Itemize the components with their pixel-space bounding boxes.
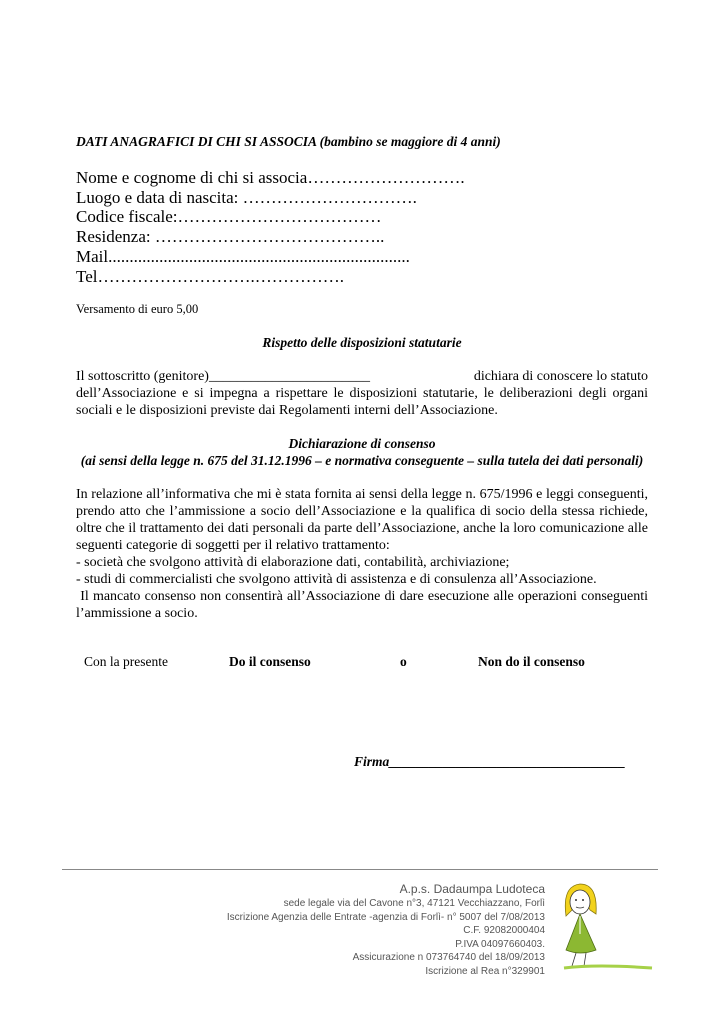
consent-title: Dichiarazione di consenso	[288, 436, 436, 451]
declares-text: dichiara di conoscere lo statuto	[473, 369, 648, 384]
personal-data-fields	[76, 168, 465, 286]
footer-line: Assicurazione n 073764740 del 18/09/2013	[352, 952, 545, 964]
field-mail: Mail.......................................................................	[76, 246, 410, 266]
statute-heading: Rispetto delle disposizioni statutarie	[262, 335, 462, 350]
footer-line: C.F. 92082000404	[463, 925, 545, 937]
consent-item: - studi di commercialisti che svolgono attività di assistenza e di consulenza all’Associazione.	[76, 572, 597, 587]
footer-divider	[62, 869, 658, 870]
field-name: Nome e cognome di chi si associa……………………….	[76, 168, 465, 187]
consent-prefix: Con la presente	[84, 654, 168, 669]
consent-paragraph	[76, 486, 652, 622]
field-tax-code: Codice fiscale:………………………………	[76, 207, 382, 227]
field-residence: Residenza: …………………………………..	[76, 227, 385, 247]
consent-subtitle: (ai sensi della legge n. 675 del 31.12.1996 – e normativa conseguente – sulla tutela dei dati personali)	[80, 453, 644, 468]
footer-line: Iscrizione Agenzia delle Entrate -agenzia di Forlì- n° 5007 del 7/08/2013	[226, 911, 545, 923]
footer-info	[227, 882, 545, 979]
footer-line: Iscrizione al Rea n°329901	[425, 965, 545, 977]
give-consent-option[interactable]: Do il consenso	[229, 654, 311, 669]
consent-item: - società che svolgono attività di elaborazione dati, contabilità, archiviazione;	[76, 555, 510, 570]
girl-mascot-logo	[556, 880, 656, 972]
parent-line: Il sottoscritto (genitore)_______________________	[76, 369, 370, 384]
field-birth: Luogo e data di nascita: ………………………….	[76, 187, 417, 207]
or-text: o	[400, 654, 407, 669]
footer-line: P.IVA 04097660403.	[455, 938, 545, 950]
consent-closing: Il mancato consenso non consentirà all’Associazione di dare esecuzione alle operazioni conseguenti l’ammissione a socio.	[76, 589, 652, 621]
payment-note: Versamento di euro 5,00	[76, 302, 199, 316]
statute-text: dell’Associazione e si impegna a rispettare le disposizioni statutarie, le deliberazioni degli organi sociali e le disposizioni previste dai Regolamenti interni dell’Associazione.	[76, 386, 648, 418]
consent-heading	[76, 435, 648, 469]
field-tel: Tel……………………….…………….	[76, 266, 344, 286]
consent-intro: In relazione all’informativa che mi è stata fornita ai sensi della legge n. 675/1996 e leggi conseguenti, prendo atto che l’ammissione a socio dell’Associazione e la qualifica di socio della stessa richiede, oltre che il trattamento dei dati personali da parte dell’Associazione, anche la loro comunicazione alle seguenti categorie di soggetti per il relativo trattamento:	[76, 487, 648, 553]
org-name: A.p.s. Dadaumpa Ludoteca	[399, 882, 545, 896]
deny-consent-option[interactable]: Non do il consenso	[478, 654, 585, 669]
statute-paragraph	[76, 368, 648, 419]
signature-line[interactable]: Firma___________________________________	[354, 754, 626, 769]
footer-line: sede legale via del Cavone n°3, 47121 Vecchiazzano, Forlì	[283, 898, 545, 909]
section-title: DATI ANAGRAFICI DI CHI SI ASSOCIA (bambino se maggiore di 4 anni)	[76, 134, 501, 149]
